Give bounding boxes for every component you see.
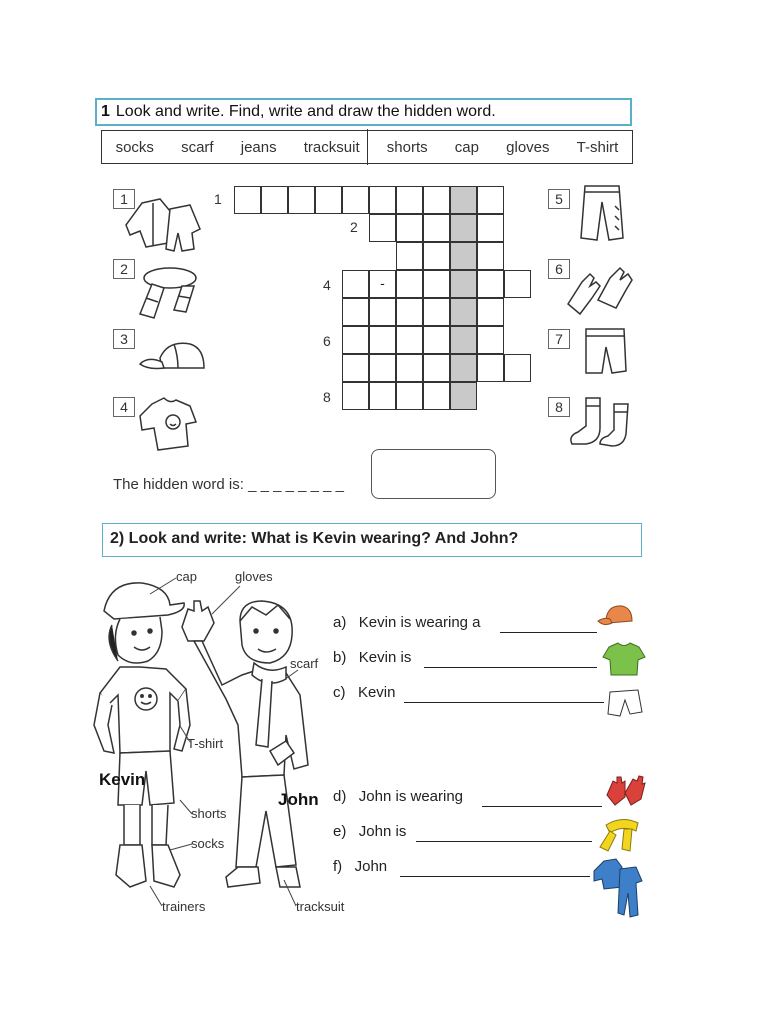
label-scarf: scarf [290, 656, 319, 671]
answer-blank-d[interactable] [482, 792, 602, 807]
question-text: Kevin is [358, 649, 412, 666]
answer-blank-f[interactable] [400, 862, 590, 877]
picture-number-1: 1 [113, 189, 135, 209]
clue-number-1: 1 [214, 191, 222, 207]
question-letter: d) [333, 788, 347, 805]
question-text: John is wearing [358, 788, 464, 805]
tracksuit-icon [592, 857, 646, 919]
picture-number-8: 8 [548, 397, 570, 417]
clue-number-8: 8 [323, 389, 331, 405]
picture-number-5: 5 [548, 189, 570, 209]
word-bank-item: cap [454, 138, 479, 156]
hidden-word-blanks: _ _ _ _ _ _ _ _ [248, 476, 344, 493]
answer-blank-b[interactable] [424, 653, 597, 668]
question-letter: f) [333, 858, 343, 875]
word-bank-item: scarf [181, 138, 214, 156]
word-bank-item: jeans [240, 138, 277, 156]
gloves-icon [603, 775, 647, 807]
picture-number-3: 3 [113, 329, 135, 349]
word-bank-item: shorts [386, 138, 428, 156]
label-shorts: shorts [191, 806, 227, 821]
picture-number-6: 6 [548, 259, 570, 279]
question-text: John [354, 858, 388, 875]
question-letter: e) [333, 823, 347, 840]
clue-number-4: 4 [323, 277, 331, 293]
answer-blank-a[interactable] [500, 618, 597, 633]
crossword-cell[interactable]: - [369, 270, 396, 298]
clue-number-6: 6 [323, 333, 331, 349]
picture-number-4: 4 [113, 397, 135, 417]
answer-blank-c[interactable] [404, 688, 604, 703]
label-cap: cap [176, 569, 197, 584]
question-e [333, 823, 406, 841]
task1-instruction: Look and write. Find, write and draw the hidden word. [115, 103, 496, 120]
question-letter: c) [333, 684, 346, 701]
question-c [333, 684, 395, 702]
clue-number-2: 2 [350, 219, 358, 235]
name-john: John [278, 790, 319, 809]
word-bank-item: socks [115, 138, 154, 156]
scarf-icon [596, 815, 644, 855]
hidden-word-label: The hidden word is: [113, 476, 244, 493]
question-letter: b) [333, 649, 347, 666]
label-gloves: gloves [235, 569, 273, 584]
word-bank-item: tracksuit [303, 138, 360, 156]
answer-blank-e[interactable] [416, 827, 592, 842]
tshirt-icon [601, 641, 647, 677]
question-a [333, 614, 481, 632]
label-trainers: trainers [162, 899, 206, 914]
label-tracksuit: tracksuit [296, 899, 345, 914]
question-text: Kevin [357, 684, 396, 701]
picture-number-2: 2 [113, 259, 135, 279]
question-text: John is [358, 823, 407, 840]
question-text: Kevin is wearing a [358, 614, 481, 631]
picture-number-7: 7 [548, 329, 570, 349]
word-bank-item: gloves [506, 138, 550, 156]
question-f [333, 858, 387, 876]
shorts-icon [606, 688, 644, 720]
word-bank-item: T-shirt [576, 138, 619, 156]
question-letter: a) [333, 614, 347, 631]
task2-heading: 2) Look and write: What is Kevin wearing? And John? [102, 523, 642, 557]
cap-icon [598, 601, 638, 631]
question-b [333, 649, 411, 667]
name-kevin: Kevin [99, 770, 146, 789]
task1-number: 1 [101, 103, 110, 120]
label-socks: socks [191, 836, 225, 851]
question-d [333, 788, 463, 806]
label-tshirt: T-shirt [187, 736, 224, 751]
